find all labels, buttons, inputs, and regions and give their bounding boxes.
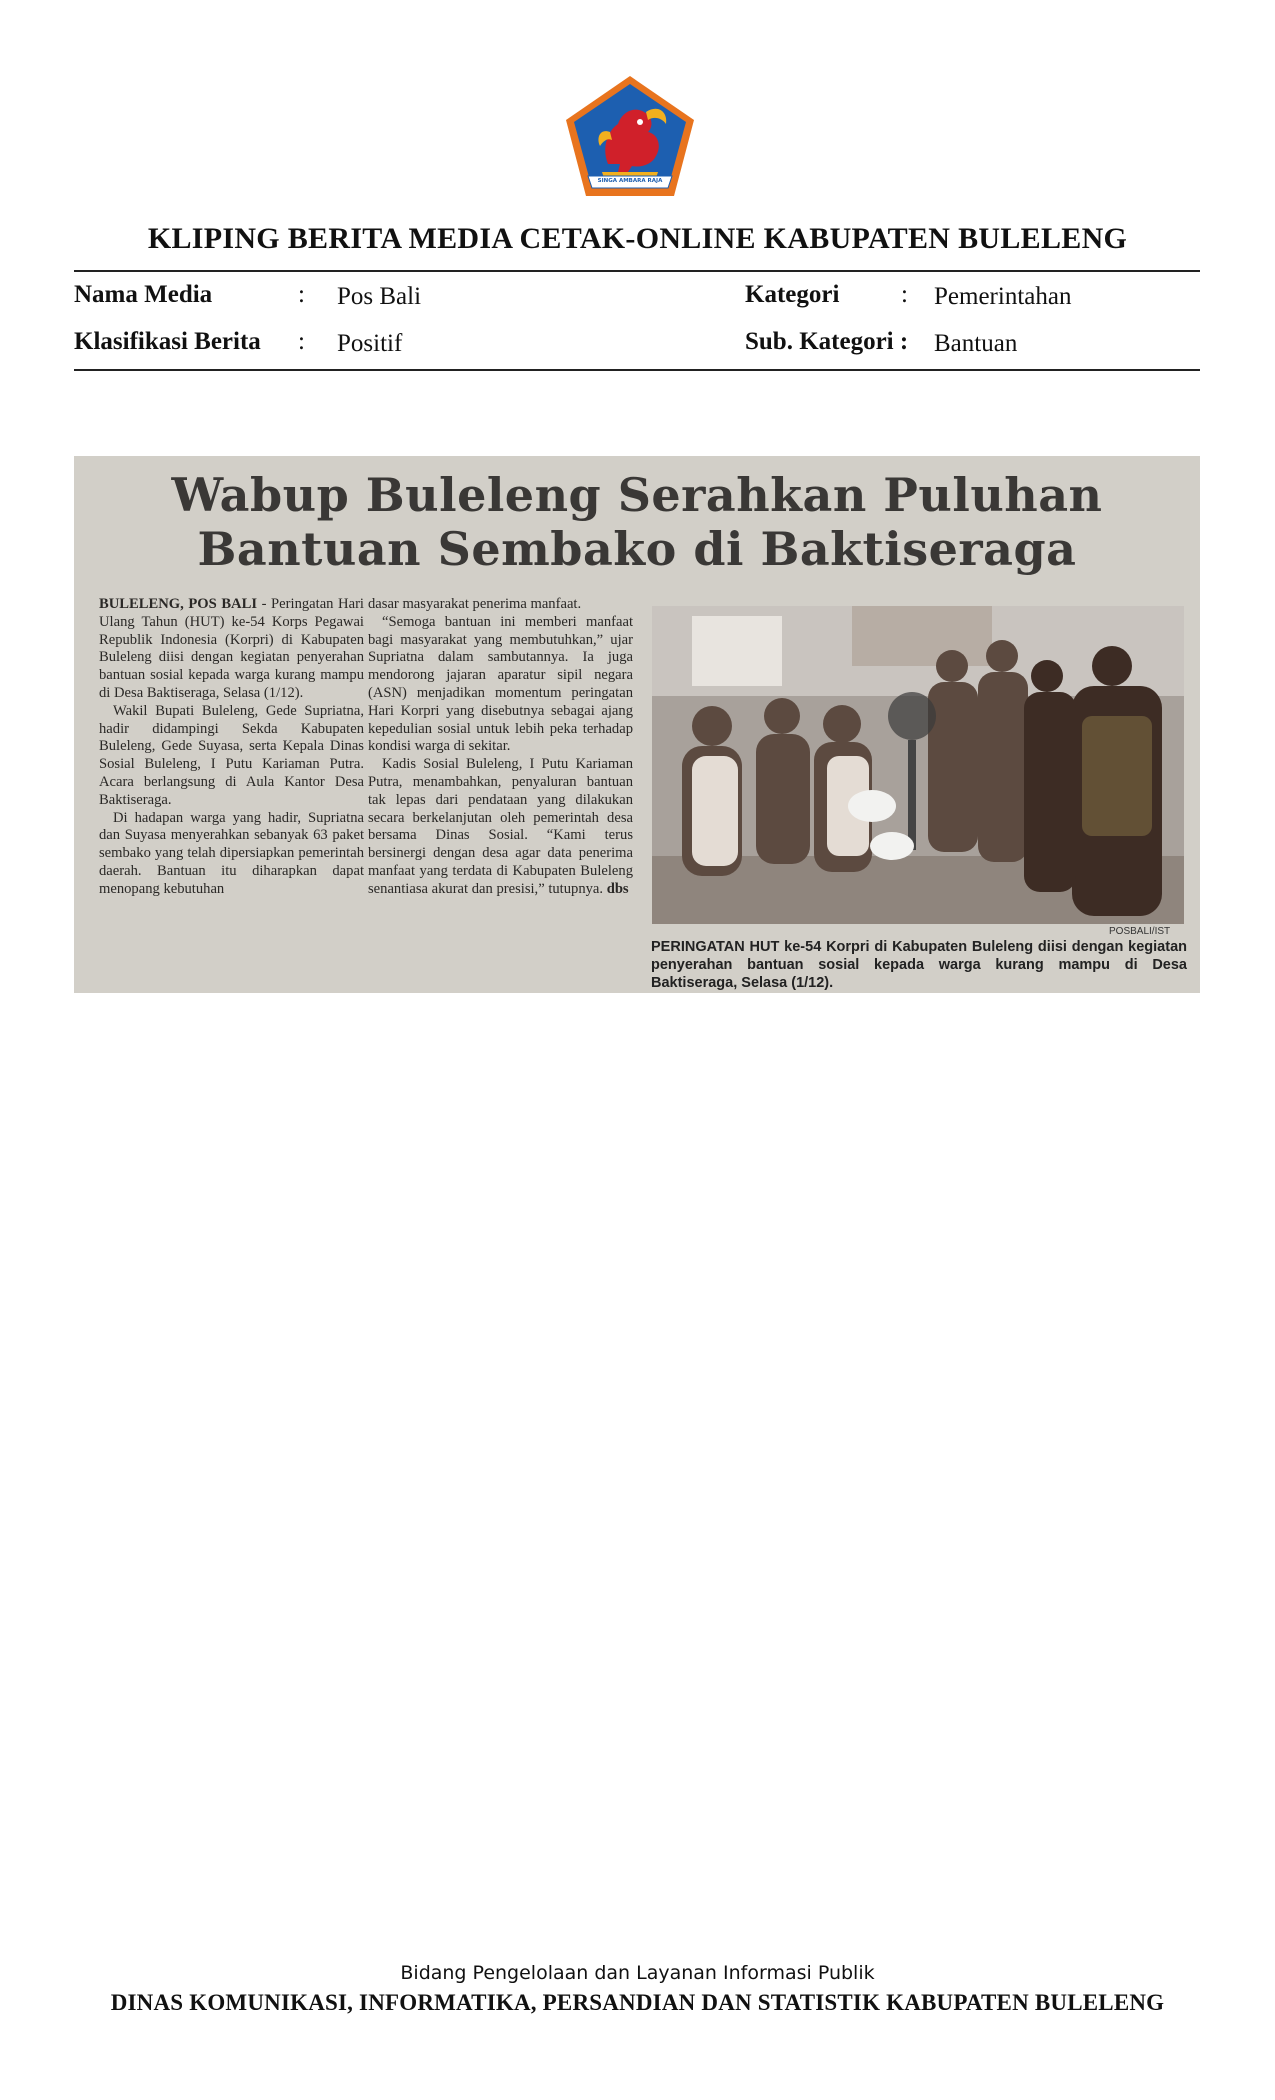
colon: : [298,328,305,355]
article-column-2 [368,596,633,899]
paragraph: dasar masyarakat penerima manfaat. [368,596,582,612]
paragraph: Di hadapan warga yang hadir, Supriatna dan Suyasa menyerahkan sebanyak 63 paket sembako yang telah dipersiapkan pemerintah daerah. Bantuan itu diharapkan dapat menopang kebutuhan [99,809,364,897]
nama-media-label: Nama Media [74,281,213,308]
headline-line-1: Wabup Buleleng Serahkan Puluhan [171,468,1103,522]
news-clipping [74,456,1200,993]
news-photo [652,606,1184,924]
footer-department: Bidang Pengelolaan dan Layanan Informasi Publik [400,1962,875,1984]
headline-line-2: Bantuan Sembako di Baktiseraga [197,522,1077,576]
kategori-label: Kategori [745,281,840,308]
paragraph: Wakil Bupati Buleleng, Gede Supriatna, hadir didampingi Sekda Kabupaten Buleleng, Gede Suyasa, serta Kepala Dinas Sosial Buleleng, I Putu Kariaman Putra. Acara berlangsung di Aula Kantor Desa Baktiseraga. [99,702,364,808]
klasifikasi-value: Positif [337,330,403,357]
photo-credit: POSBALI/IST [1109,926,1171,937]
top-divider [74,270,1200,272]
kategori-value: Pemerintahan [934,283,1072,310]
colon: : [298,281,305,308]
footer-agency: DINAS KOMUNIKASI, INFORMATIKA, PERSANDIAN DAN STATISTIK KABUPATEN BULELENG [110,1990,1165,2015]
sub-kategori-value: Bantuan [934,330,1018,357]
paragraph: Kadis Sosial Buleleng, I Putu Kariaman Putra, menambahkan, penyaluran bantuan tak lepas dari pendataan yang dilakukan secara berkelanjutan oleh pemerintah desa bersama Dinas Sosial. “Kami terus bersinergi dengan desa agar data penerima manfaat yang terdata di Kabupaten Buleleng senantiasa akurat dan presisi,” tutupnya. dbs [368,756,633,897]
paragraph: BULELENG, POS BALI - Peringatan Hari Ulang Tahun (HUT) ke-54 Korps Pegawai Republik Indonesia (Korpri) di Kabupaten Buleleng diisi dengan kegiatan penyerahan bantuan sosial kepada warga kurang mampu di Desa Baktiseraga, Selasa (1/12). [99,596,364,701]
meta-divider [74,369,1200,371]
buleleng-logo [562,72,698,200]
photo-caption: PERINGATAN HUT ke-54 Korpri di Kabupaten Buleleng diisi dengan kegiatan penyerahan bantuan sosial kepada warga kurang mampu di Desa Baktiseraga, Selasa (1/12). [651,939,1187,991]
author-signature: dbs [606,880,629,897]
page-title: KLIPING BERITA MEDIA CETAK-ONLINE KABUPATEN BULELENG [147,222,1128,255]
logo-motto: SINGA AMBARA RAJA [597,178,663,184]
sub-kategori-label: Sub. Kategori : [745,328,909,355]
nama-media-value: Pos Bali [337,283,422,310]
klasifikasi-label: Klasifikasi Berita [74,328,261,355]
paragraph: “Semoga bantuan ini memberi manfaat bagi masyarakat yang membutuhkan,” ujar Supriatna dalam sambutannya. Ia juga mendorong jajaran aparatur sipil negara (ASN) menjadikan momentum peringatan Hari Korpri yang disebutnya sebagai ajang kepedulian sosial untuk lebih peka terhadap kondisi warga di sekitar. [368,613,633,755]
dateline: BULELENG, POS BALI [99,596,258,612]
colon: : [901,281,908,308]
article-column-1 [99,596,364,899]
